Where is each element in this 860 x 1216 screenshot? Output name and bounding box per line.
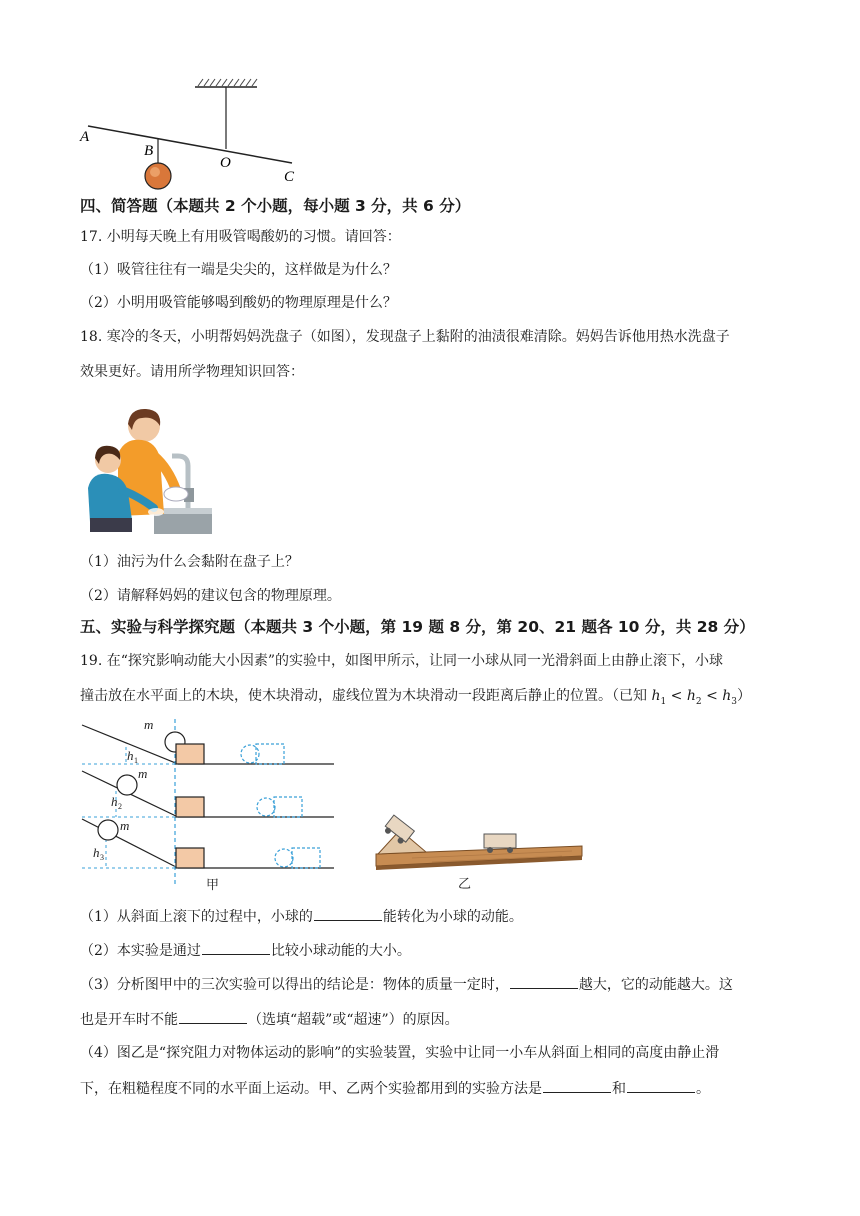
svg-text:m: m: [144, 717, 154, 732]
q18-part1: （1）油污为什么会黏附在盘子上？: [80, 554, 299, 570]
ball-trial-3: [98, 820, 118, 840]
block-trial-2: [176, 797, 204, 817]
label-b: B: [144, 143, 154, 159]
answer-blank-2[interactable]: [202, 940, 270, 955]
caption-yi: 乙: [458, 876, 472, 891]
answer-blank-1[interactable]: [314, 906, 382, 921]
answer-blank-3[interactable]: [510, 974, 578, 989]
h-symbol-1: h: [651, 688, 661, 704]
section5-heading: 五、实验与科学探究题（本题共 3 个小题，第 19 题 8 分，第 20、21 题各 10 分，共 28 分）: [80, 618, 755, 636]
q18-stem-line2: 效果更好。请用所学物理知识回答：: [80, 364, 304, 380]
block-trial-3: [176, 848, 204, 868]
svg-text:h: h: [127, 748, 134, 763]
svg-text:h: h: [111, 794, 118, 809]
h-symbol-2: h: [686, 688, 696, 704]
answer-blank-4[interactable]: [179, 1009, 247, 1024]
q19-part1: （1）从斜面上滚下的过程中，小球的 能转化为小球的动能。: [80, 906, 523, 927]
block-trial-1: [176, 744, 204, 764]
q18-part2: （2）请解释妈妈的建议包含的物理原理。: [80, 588, 341, 604]
q19-stem-line1: 19. 在“探究影响动能大小因素”的实验中，如图甲所示，让同一小球从同一光滑斜面上由静止滚下，小球: [80, 653, 724, 669]
figure-jia: [78, 715, 340, 895]
caption-jia: 甲: [206, 877, 220, 892]
ball-trial-2: [117, 775, 137, 795]
q17-part1: （1）吸管往往有一端是尖尖的，这样做是为什么？: [80, 262, 397, 278]
dishwashing-illustration: [84, 404, 214, 536]
q17-part2: （2）小明用吸管能够喝到酸奶的物理原理是什么？: [80, 295, 397, 311]
q19-part2: （2）本实验是通过 比较小球动能的大小。: [80, 940, 411, 961]
answer-blank-6[interactable]: [627, 1078, 695, 1093]
label-c: C: [284, 169, 295, 185]
svg-text:3: 3: [100, 853, 104, 862]
q19-part3: （3）分析图甲中的三次实验可以得出的结论是：物体的质量一定时， 越大，它的动能越大。这: [80, 974, 733, 995]
q19-part4-line2: 下，在粗糙程度不同的水平面上运动。甲、乙两个实验都用到的实验方法是 和 。: [80, 1078, 710, 1099]
q17-stem: 17. 小明每天晚上有用吸管喝酸奶的习惯。请回答：: [80, 229, 401, 245]
q18-stem-line1: 18. 寒冷的冬天，小明帮妈妈洗盘子（如图），发现盘子上黏附的油渍很难清除。妈妈告诉他用热水洗盘子: [80, 329, 730, 345]
svg-text:2: 2: [118, 802, 122, 811]
q19-part4-line1: （4）图乙是“探究阻力对物体运动的影响”的实验装置，实验中让同一小车从斜面上相同的高度由静止滑: [80, 1045, 720, 1061]
svg-text:m: m: [120, 818, 130, 833]
figure-yi: [372, 812, 587, 892]
svg-text:1: 1: [134, 756, 138, 765]
h-symbol-3: h: [722, 688, 732, 704]
section4-heading: 四、简答题（本题共 2 个小题，每小题 3 分，共 6 分）: [80, 197, 471, 215]
toy-car: [484, 834, 516, 848]
q19-stem-line2: 撞击放在水平面上的木块，使木块滑动，虚线位置为木块滑动一段距离后静止的位置。（已知 $h_1 < h_2 < h_3$）: [80, 688, 752, 707]
svg-text:m: m: [138, 766, 148, 781]
q19-part3-line2: 也是开车时不能 （选填“超载”或“超速”）的原因。: [80, 1009, 459, 1030]
label-a: A: [80, 129, 90, 145]
svg-text:h: h: [93, 845, 100, 860]
answer-blank-5[interactable]: [543, 1078, 611, 1093]
label-o: O: [220, 155, 231, 171]
lever-figure: [70, 75, 310, 190]
